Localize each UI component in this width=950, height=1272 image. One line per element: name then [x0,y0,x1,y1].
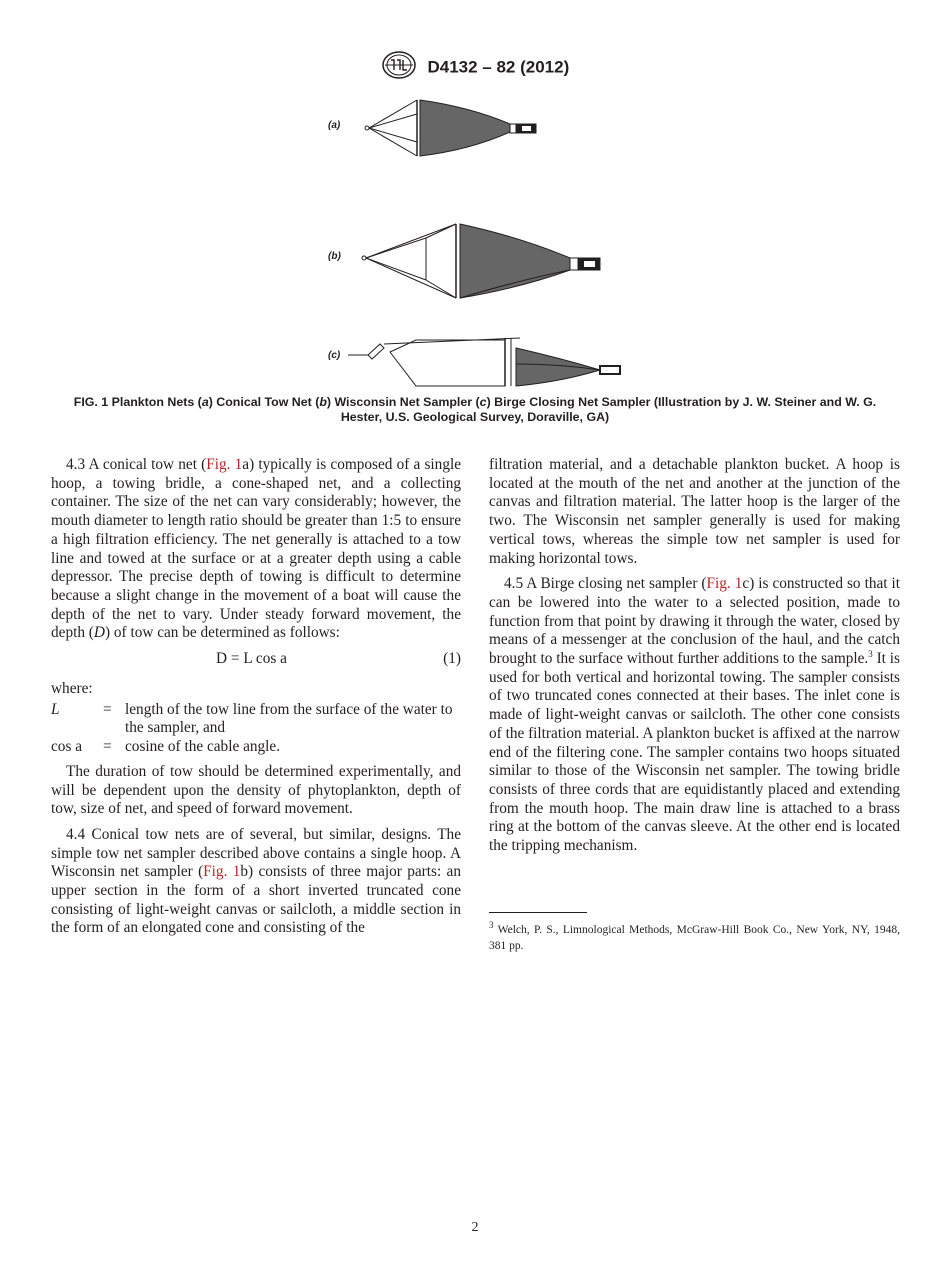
where-label: where: [51,680,93,698]
caption-text: FIG. 1 Plankton Nets ( [73,395,202,409]
variable-d: D [93,624,105,642]
right-column [489,456,900,863]
figure-label-c: (c) [328,350,341,361]
text: 4.3 A conical tow net ( [66,456,207,473]
footnote-text: Welch, P. S., Limnological Methods, McGraw-Hill Book Co., New York, NY, 1948, 381 pp. [489,924,900,952]
equation-expression: D = L cos a [216,650,287,668]
conical-tow-net-drawing [365,100,536,156]
text: ) of tow can be determined as follows: [104,624,340,642]
text: a) typically is composed of a single hoop, a towing bridle, a cone-shaped net, and a collecting container. The size of the net can vary considerably; however, the mouth diameter to length ratio should be greater than 1:5 to ensure a high filtration efficiency. The net generally is attached to a tow line and towed at the surface or at a greater depth using a cable depressor. The precise depth of towing is difficult to determine because a slight change in the movement of a boat will cause the depth of the net to vary. Under steady forward movement, the depth ( [51,456,462,642]
page-number: 2 [471,1220,479,1235]
footnote-marker: 3 [489,920,494,931]
text: 4.4 Conical tow nets are of several, but similar, designs. The simple tow net sampler described above contains a single hoop. A Wisconsin net sampler ( [51,825,461,881]
caption-text: ) Wisconsin Net Sampler ( [326,395,480,409]
page-header [0,50,950,85]
definition-text: length of the tow line from the surface of the water to the sampler, and [125,700,453,737]
text: 4.5 A Birge closing net sampler ( [504,575,707,593]
paragraph-duration: The duration of tow should be determined experimentally, and will be dependent upon the density of phytoplankton, depth of tow, size of net, and speed of forward movement. [51,762,461,818]
caption-c: c [479,395,487,409]
paragraph-4-4 [51,826,461,938]
footnote-ref[interactable]: 3 [868,648,873,659]
paragraph-4-4-continued: filtration material, and a detachable plankton bucket. A hoop is located at the mouth of the net and another at the junction of the canvas and filtration material. The latter hoop is the larger of the two. The Wisconsin net sampler generally is used for making vertical tows, whereas the simple tow net sampler is used for making horizontal tows. [489,456,900,567]
fig-1-link[interactable]: Fig. 1 [203,863,241,881]
equation-1 [51,650,461,674]
astm-logo-icon [381,50,417,85]
definitions [51,701,461,757]
caption-a: a [201,395,209,409]
text: It is used for both vertical and horizontal towing. The sampler consists of two truncated cones connected at their bases. The inlet cone is made of light-weight canvas or sailcloth. The other cone consists of the filtration material. A plankton bucket is affixed at the narrow end of the filtering cone. The sampler contains two hoops situated similar to those of the Wisconsin net sampler. The towing bridle consists of three cords that are equidistantly placed and extending from the mouth hoop. The main draw line is attached to a brass ring at the bottom of the canvas sleeve. At the other end is located the tripping mechanism. [489,650,900,855]
definition-equals: = [103,700,112,718]
figure-caption [55,395,895,425]
caption-text: ) Birge Closing Net Sampler (Illustration by J. W. Steiner and W. G. Hester, U.S. Geological Survey, Doraville, GA) [340,395,877,424]
paragraph-4-5 [489,575,900,856]
wisconsin-net-sampler-drawing [362,224,600,298]
footnote-divider [489,912,587,913]
definition-text: cosine of the cable angle. [125,738,281,756]
caption-text: ) Conical Tow Net ( [208,395,320,409]
caption-b: b [319,395,327,409]
fig-1-link[interactable]: Fig. 1 [706,575,743,593]
definition-equals: = [103,738,112,756]
figure-label-b: (b) [328,251,341,262]
definition-term: L [51,700,60,718]
figure-plankton-nets [320,92,630,392]
text: b) consists of three major parts: an upper section in the form of a short inverted truncated cone consisting of light-weight canvas or sailcloth, a middle section in the form of an elongated cone and consisting of the [51,863,461,937]
definition-l [51,701,461,738]
text: c) is constructed so that it can be lowered into the water to a selected position, made to function from that point by drawing it through the water, closed by means of a messenger at the conclusion of the haul, and the catch brought to the surface without further additions to the sample. [489,575,900,668]
definition-cos-a [51,738,461,757]
equation-number: (1) [443,650,461,668]
footnote-3 [489,922,900,954]
fig-1-link[interactable]: Fig. 1 [206,456,243,473]
left-column [51,456,461,945]
definition-term: cos a [51,738,83,756]
birge-closing-net-drawing [348,338,620,386]
paragraph-4-3 [51,456,461,643]
figure-drawings [320,92,630,392]
figure-label-a: (a) [328,120,341,131]
document-code: D4132 – 82 (2012) [427,57,570,77]
